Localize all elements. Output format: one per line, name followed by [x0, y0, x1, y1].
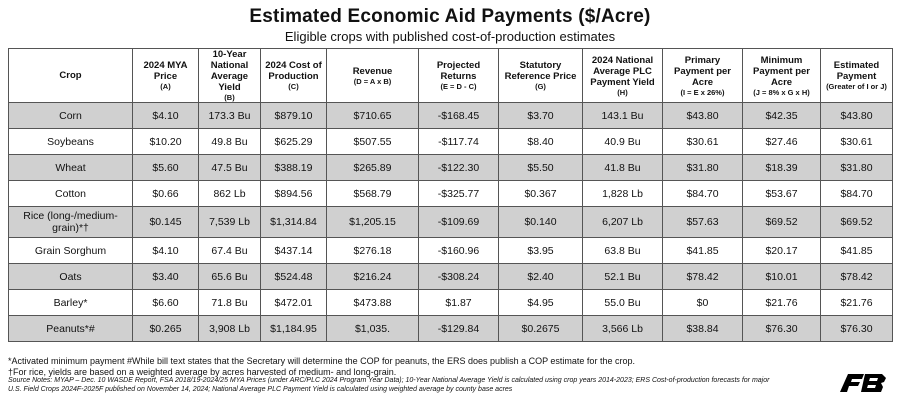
cell-cost-of-production: $524.48 [261, 264, 327, 290]
cell-avg-yield: 65.6 Bu [199, 264, 261, 290]
table-header-row [9, 49, 893, 103]
cell-primary-payment: $84.70 [663, 181, 743, 207]
table-row [9, 129, 893, 155]
cell-projected-returns: -$325.77 [419, 181, 499, 207]
column-header-avg-yield: 10-Year National Average Yield (B) [199, 49, 261, 103]
cell-mya-price: $0.265 [133, 316, 199, 342]
footnote-rice-yield: †For rice, yields are based on a weighted average by acres harvested of medium- and long-grain. [8, 366, 397, 377]
cell-revenue: $507.55 [327, 129, 419, 155]
cell-mya-price: $3.40 [133, 264, 199, 290]
column-header-mya-price: 2024 MYA Price (A) [133, 49, 199, 103]
column-header-minimum-payment: Minimum Payment per Acre (J = 8% x G x H) [743, 49, 821, 103]
cell-plc-yield: 6,207 Lb [583, 207, 663, 238]
column-header-estimated-payment: Estimated Payment (Greater of I or J) [821, 49, 893, 103]
cell-avg-yield: 862 Lb [199, 181, 261, 207]
table-row [9, 264, 893, 290]
cell-reference-price: $8.40 [499, 129, 583, 155]
cell-avg-yield: 3,908 Lb [199, 316, 261, 342]
cell-cost-of-production: $625.29 [261, 129, 327, 155]
cell-plc-yield: 143.1 Bu [583, 103, 663, 129]
cell-estimated-payment: $31.80 [821, 155, 893, 181]
footnote-minimum-payment: *Activated minimum payment #While bill text states that the Secretary will determine the COP for peanuts, the ERS does publish a COP estimate for the crop. [8, 356, 635, 366]
cell-minimum-payment: $27.46 [743, 129, 821, 155]
cell-reference-price: $5.50 [499, 155, 583, 181]
cell-cost-of-production: $1,314.84 [261, 207, 327, 238]
cell-revenue: $265.89 [327, 155, 419, 181]
cell-avg-yield: 71.8 Bu [199, 290, 261, 316]
cell-mya-price: $4.10 [133, 103, 199, 129]
table-row [9, 181, 893, 207]
cell-estimated-payment: $41.85 [821, 238, 893, 264]
cell-plc-yield: 63.8 Bu [583, 238, 663, 264]
cell-primary-payment: $38.84 [663, 316, 743, 342]
cell-revenue: $710.65 [327, 103, 419, 129]
cell-projected-returns: -$168.45 [419, 103, 499, 129]
cell-mya-price: $10.20 [133, 129, 199, 155]
cell-reference-price: $0.2675 [499, 316, 583, 342]
cell-plc-yield: 52.1 Bu [583, 264, 663, 290]
column-header-primary-payment: Primary Payment per Acre (I = E x 26%) [663, 49, 743, 103]
column-header-crop: Crop [9, 49, 133, 103]
cell-minimum-payment: $53.67 [743, 181, 821, 207]
cell-projected-returns: -$308.24 [419, 264, 499, 290]
farm-bureau-logo [840, 374, 886, 392]
cell-crop: Peanuts*# [9, 316, 133, 342]
page-subtitle: Eligible crops with published cost-of-production estimates [284, 29, 616, 44]
cell-revenue: $568.79 [327, 181, 419, 207]
cell-avg-yield: 173.3 Bu [199, 103, 261, 129]
cell-minimum-payment: $18.39 [743, 155, 821, 181]
cell-primary-payment: $57.63 [663, 207, 743, 238]
cell-revenue: $216.24 [327, 264, 419, 290]
cell-projected-returns: -$109.69 [419, 207, 499, 238]
cell-primary-payment: $0 [663, 290, 743, 316]
cell-avg-yield: 7,539 Lb [199, 207, 261, 238]
cell-mya-price: $4.10 [133, 238, 199, 264]
cell-primary-payment: $41.85 [663, 238, 743, 264]
footnotes [8, 356, 808, 394]
source-notes: Source Notes: MYAP – Dec. 10 WASDE Report, FSA 2018/19-2024/25 MYA Prices (under ARC/PLC 2024 Program Year Data); 10-Year National Average Yield is calculated using crop years 2014-2023; ERS Cost-of-production forecasts for major [8, 377, 770, 384]
cell-cost-of-production: $388.19 [261, 155, 327, 181]
cell-projected-returns: -$122.30 [419, 155, 499, 181]
cell-projected-returns: $1.87 [419, 290, 499, 316]
cell-minimum-payment: $10.01 [743, 264, 821, 290]
cell-plc-yield: 40.9 Bu [583, 129, 663, 155]
cell-crop: Barley* [9, 290, 133, 316]
cell-revenue: $276.18 [327, 238, 419, 264]
page-title: Estimated Economic Aid Payments ($/Acre) [249, 6, 651, 27]
column-header-reference-price: Statutory Reference Price (G) [499, 49, 583, 103]
cell-reference-price: $0.367 [499, 181, 583, 207]
cell-estimated-payment: $84.70 [821, 181, 893, 207]
table-row [9, 316, 893, 342]
cell-revenue: $1,035. [327, 316, 419, 342]
cell-minimum-payment: $20.17 [743, 238, 821, 264]
cell-primary-payment: $31.80 [663, 155, 743, 181]
cell-estimated-payment: $21.76 [821, 290, 893, 316]
cell-cost-of-production: $1,184.95 [261, 316, 327, 342]
cell-crop: Rice (long-/medium-grain)*† [9, 207, 133, 238]
aid-payments-table [8, 48, 893, 342]
cell-reference-price: $0.140 [499, 207, 583, 238]
cell-reference-price: $3.95 [499, 238, 583, 264]
column-header-cost-of-production: 2024 Cost of Production (C) [261, 49, 327, 103]
cell-mya-price: $6.60 [133, 290, 199, 316]
cell-mya-price: $0.66 [133, 181, 199, 207]
cell-cost-of-production: $894.56 [261, 181, 327, 207]
column-header-revenue: Revenue (D = A x B) [327, 49, 419, 103]
cell-cost-of-production: $472.01 [261, 290, 327, 316]
cell-projected-returns: -$129.84 [419, 316, 499, 342]
cell-minimum-payment: $42.35 [743, 103, 821, 129]
cell-estimated-payment: $69.52 [821, 207, 893, 238]
cell-primary-payment: $43.80 [663, 103, 743, 129]
cell-revenue: $473.88 [327, 290, 419, 316]
cell-reference-price: $2.40 [499, 264, 583, 290]
cell-primary-payment: $78.42 [663, 264, 743, 290]
cell-crop: Oats [9, 264, 133, 290]
table-row [9, 103, 893, 129]
table-row [9, 207, 893, 238]
cell-reference-price: $4.95 [499, 290, 583, 316]
cell-cost-of-production: $437.14 [261, 238, 327, 264]
cell-projected-returns: -$160.96 [419, 238, 499, 264]
cell-plc-yield: 41.8 Bu [583, 155, 663, 181]
cell-cost-of-production: $879.10 [261, 103, 327, 129]
cell-crop: Cotton [9, 181, 133, 207]
cell-minimum-payment: $21.76 [743, 290, 821, 316]
column-header-projected-returns: Projected Returns (E = D - C) [419, 49, 499, 103]
cell-crop: Soybeans [9, 129, 133, 155]
table-row [9, 155, 893, 181]
column-header-plc-yield: 2024 National Average PLC Payment Yield (H) [583, 49, 663, 103]
cell-estimated-payment: $43.80 [821, 103, 893, 129]
cell-plc-yield: 3,566 Lb [583, 316, 663, 342]
table-row [9, 238, 893, 264]
cell-avg-yield: 67.4 Bu [199, 238, 261, 264]
cell-plc-yield: 1,828 Lb [583, 181, 663, 207]
cell-estimated-payment: $76.30 [821, 316, 893, 342]
cell-projected-returns: -$117.74 [419, 129, 499, 155]
cell-primary-payment: $30.61 [663, 129, 743, 155]
cell-plc-yield: 55.0 Bu [583, 290, 663, 316]
cell-mya-price: $0.145 [133, 207, 199, 238]
cell-estimated-payment: $30.61 [821, 129, 893, 155]
cell-reference-price: $3.70 [499, 103, 583, 129]
cell-minimum-payment: $69.52 [743, 207, 821, 238]
cell-crop: Corn [9, 103, 133, 129]
source-notes-continued: U.S. Field Crops 2024F-2025F published on November 14, 2024; National Average PLC Payment Yield is calculated using weighted average by county base acres [8, 385, 513, 393]
cell-mya-price: $5.60 [133, 155, 199, 181]
cell-crop: Wheat [9, 155, 133, 181]
cell-minimum-payment: $76.30 [743, 316, 821, 342]
cell-avg-yield: 47.5 Bu [199, 155, 261, 181]
cell-estimated-payment: $78.42 [821, 264, 893, 290]
cell-revenue: $1,205.15 [327, 207, 419, 238]
table-row [9, 290, 893, 316]
cell-crop: Grain Sorghum [9, 238, 133, 264]
cell-avg-yield: 49.8 Bu [199, 129, 261, 155]
